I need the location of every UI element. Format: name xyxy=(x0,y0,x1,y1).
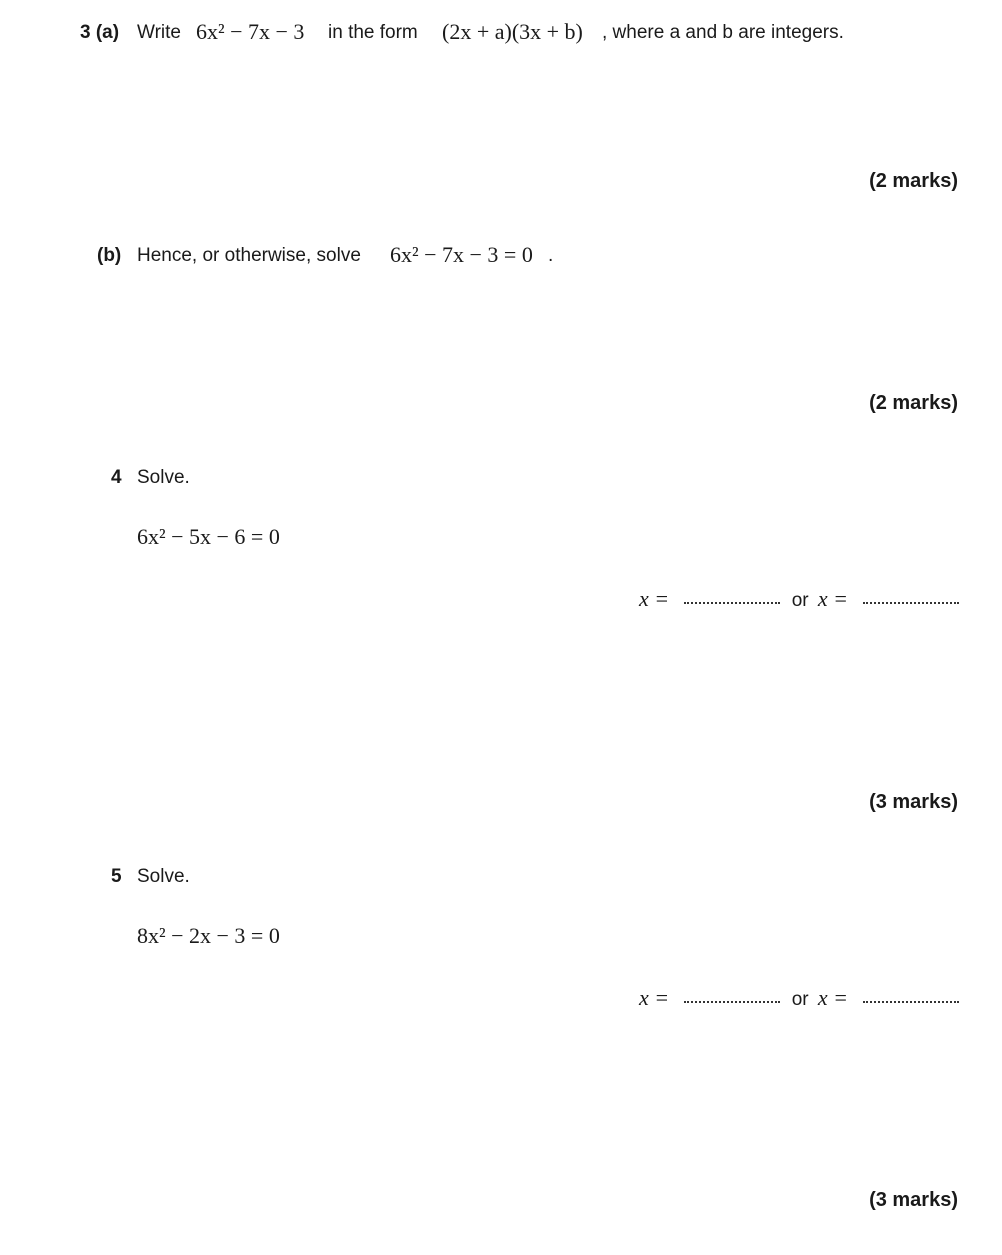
answer-2-prefix: x = xyxy=(817,586,848,611)
answer-2-blank[interactable] xyxy=(863,602,959,604)
question-5-instruction: Solve. xyxy=(137,866,190,887)
question-5-equation: 8x² − 2x − 3 = 0 xyxy=(137,923,280,948)
answer-2-blank[interactable] xyxy=(863,1001,959,1003)
question-3b-equation: 6x² − 7x − 3 = 0 xyxy=(390,242,533,267)
question-4-answer-row xyxy=(639,586,959,612)
question-3a-number: 3 (a) xyxy=(80,22,120,43)
question-3a-form: (2x + a)(3x + b) xyxy=(442,19,583,44)
answer-or: or xyxy=(791,989,809,1010)
question-3b-text: Hence, or otherwise, solve xyxy=(137,245,361,266)
answer-1-blank[interactable] xyxy=(684,602,780,604)
answer-or: or xyxy=(791,590,809,611)
question-3b-label: (b) xyxy=(97,245,122,266)
question-5-answer-row xyxy=(639,985,959,1011)
question-3a-expression: 6x² − 7x − 3 xyxy=(196,19,305,44)
question-3b-marks: (2 marks) xyxy=(869,392,958,414)
answer-2-prefix: x = xyxy=(817,985,848,1010)
question-3a-tail: , where a and b are integers. xyxy=(602,22,844,43)
question-3a-marks: (2 marks) xyxy=(869,170,958,192)
question-4-equation: 6x² − 5x − 6 = 0 xyxy=(137,524,280,549)
question-3a-write: Write xyxy=(137,22,181,43)
question-4-instruction: Solve. xyxy=(137,467,190,488)
question-5-marks: (3 marks) xyxy=(869,1189,958,1211)
question-4-marks: (3 marks) xyxy=(869,791,958,813)
question-4-number: 4 xyxy=(111,467,122,488)
question-5-number: 5 xyxy=(111,866,122,887)
answer-1-prefix: x = xyxy=(639,586,670,611)
question-3b-period: . xyxy=(548,245,554,266)
answer-1-blank[interactable] xyxy=(684,1001,780,1003)
question-3a-in-the-form: in the form xyxy=(328,22,418,43)
answer-1-prefix: x = xyxy=(639,985,670,1010)
